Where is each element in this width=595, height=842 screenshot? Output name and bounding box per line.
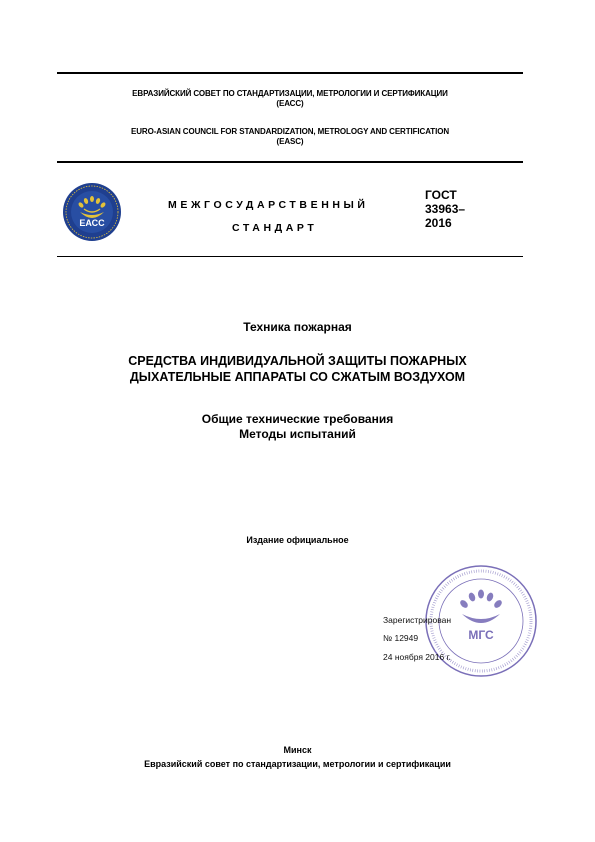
gost-year: 2016 [425, 216, 452, 230]
standard-type-line2: СТАНДАРТ [232, 222, 318, 234]
footer-publisher: Евразийский совет по стандартизации, метрологии и сертификации [144, 759, 451, 769]
registration-status: Зарегистрирован [383, 615, 452, 625]
easc-emblem-icon [62, 182, 122, 242]
edition-note: Издание официальное [246, 535, 349, 545]
council-ru-line: ЕВРАЗИЙСКИЙ СОВЕТ ПО СТАНДАРТИЗАЦИИ, МЕТРОЛОГИИ И СЕРТИФИКАЦИИ [132, 89, 448, 98]
main-title-line1: СРЕДСТВА ИНДИВИДУАЛЬНОЙ ЗАЩИТЫ ПОЖАРНЫХ [128, 354, 467, 368]
council-en-abbr: (EASC) [276, 137, 304, 146]
seal-label: МГС [468, 628, 494, 642]
council-en-name [57, 127, 523, 147]
gost-label: ГОСТ [425, 188, 457, 202]
council-ru-abbr: (ЕАСС) [276, 99, 304, 108]
council-en-line: EURO-ASIAN COUNCIL FOR STANDARDIZATION, METROLOGY AND CERTIFICATION [130, 127, 450, 136]
designation-rule [57, 256, 523, 257]
subtitle-line2: Методы испытаний [239, 427, 356, 441]
registration-date: 24 ноября 2016 г. [383, 652, 451, 662]
gost-designation [425, 188, 465, 230]
header-rule [57, 161, 523, 163]
council-ru-name [57, 89, 523, 109]
gost-number: 33963– [425, 202, 466, 216]
subtitle-line1: Общие технические требования [201, 412, 394, 426]
standard-type-line1: МЕЖГОСУДАРСТВЕННЫЙ [168, 199, 369, 211]
title-category: Техника пожарная [243, 320, 352, 334]
logo-label: ЕАСС [79, 218, 105, 228]
main-title-line2: ДЫХАТЕЛЬНЫЕ АППАРАТЫ СО СЖАТЫМ ВОЗДУХОМ [129, 370, 466, 384]
footer-city: Минск [283, 745, 312, 755]
easc-logo [62, 182, 122, 242]
main-title [0, 353, 595, 385]
subtitle [0, 412, 595, 442]
top-rule [57, 72, 523, 74]
registration-number: № 12949 [383, 633, 419, 643]
